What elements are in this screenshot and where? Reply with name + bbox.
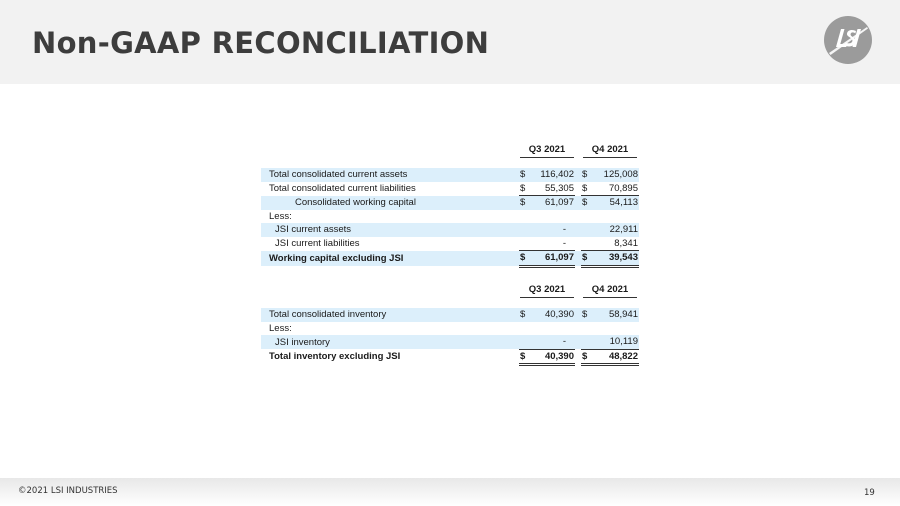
cell-value: 58,941 bbox=[608, 309, 638, 321]
cell-value: 55,305 bbox=[544, 182, 574, 194]
cell-value: 54,113 bbox=[609, 197, 638, 209]
slide-footer bbox=[0, 478, 900, 506]
currency-symbol: $ bbox=[582, 169, 588, 181]
currency-symbol: $ bbox=[520, 169, 526, 181]
row-label: JSI current assets bbox=[275, 224, 352, 236]
table-row bbox=[261, 251, 639, 267]
row-label: Working capital excluding JSI bbox=[261, 251, 519, 267]
copyright-text: ©2021 LSI INDUSTRIES bbox=[18, 486, 118, 496]
cell-value: 10,119 bbox=[581, 335, 639, 349]
cell-value: 61,097 bbox=[544, 197, 574, 209]
column-header-q3: Q3 2021 bbox=[520, 143, 574, 158]
table-row bbox=[261, 196, 639, 210]
currency-symbol: $ bbox=[520, 197, 526, 209]
page-number: 19 bbox=[864, 488, 875, 498]
cell-value: 22,911 bbox=[581, 223, 639, 237]
cell-value: 8,341 bbox=[581, 237, 639, 251]
column-header-q3: Q3 2021 bbox=[520, 283, 574, 298]
currency-symbol: $ bbox=[582, 197, 588, 209]
row-label: Total consolidated current assets bbox=[261, 168, 519, 182]
currency-symbol: $ bbox=[582, 309, 588, 321]
currency-symbol: $ bbox=[520, 252, 526, 264]
table-row bbox=[261, 223, 639, 237]
currency-symbol: $ bbox=[582, 252, 588, 264]
lsi-logo-icon bbox=[823, 15, 873, 65]
table-row bbox=[261, 168, 639, 182]
cell-value: - bbox=[562, 237, 566, 249]
currency-symbol: $ bbox=[520, 309, 526, 321]
cell-value: - bbox=[562, 336, 566, 348]
row-label: JSI inventory bbox=[275, 336, 330, 348]
inventory-table bbox=[261, 283, 639, 366]
cell-value: 125,008 bbox=[603, 169, 638, 181]
table-row bbox=[261, 349, 639, 365]
table-row bbox=[261, 308, 639, 322]
currency-symbol: $ bbox=[582, 182, 588, 194]
currency-symbol: $ bbox=[520, 182, 526, 194]
currency-symbol: $ bbox=[582, 350, 588, 362]
table-row bbox=[261, 237, 639, 251]
table-row bbox=[261, 182, 639, 196]
slide-title: Non-GAAP RECONCILIATION bbox=[32, 26, 490, 60]
row-label: Less: bbox=[269, 322, 292, 334]
table-row bbox=[261, 210, 639, 224]
column-header-q4: Q4 2021 bbox=[583, 283, 637, 298]
cell-value: 40,390 bbox=[544, 350, 574, 362]
cell-value: 70,895 bbox=[608, 182, 638, 194]
working-capital-table bbox=[261, 143, 639, 268]
cell-value: - bbox=[562, 224, 566, 236]
table-row bbox=[261, 322, 639, 336]
row-label: Total consolidated current liabilities bbox=[269, 183, 416, 194]
column-header-q4: Q4 2021 bbox=[583, 143, 637, 158]
row-label: Less: bbox=[269, 210, 292, 222]
cell-value: 48,822 bbox=[608, 350, 638, 362]
cell-value: 116,402 bbox=[540, 169, 574, 181]
cell-value: 39,543 bbox=[608, 252, 638, 264]
row-label: JSI current liabilities bbox=[275, 238, 360, 249]
cell-value: 40,390 bbox=[544, 309, 574, 321]
row-label: Total consolidated inventory bbox=[261, 308, 519, 322]
row-label: Consolidated working capital bbox=[261, 196, 519, 210]
table-row bbox=[261, 335, 639, 349]
cell-value: 61,097 bbox=[544, 252, 574, 264]
currency-symbol: $ bbox=[520, 350, 526, 362]
row-label: Total inventory excluding JSI bbox=[269, 351, 401, 363]
